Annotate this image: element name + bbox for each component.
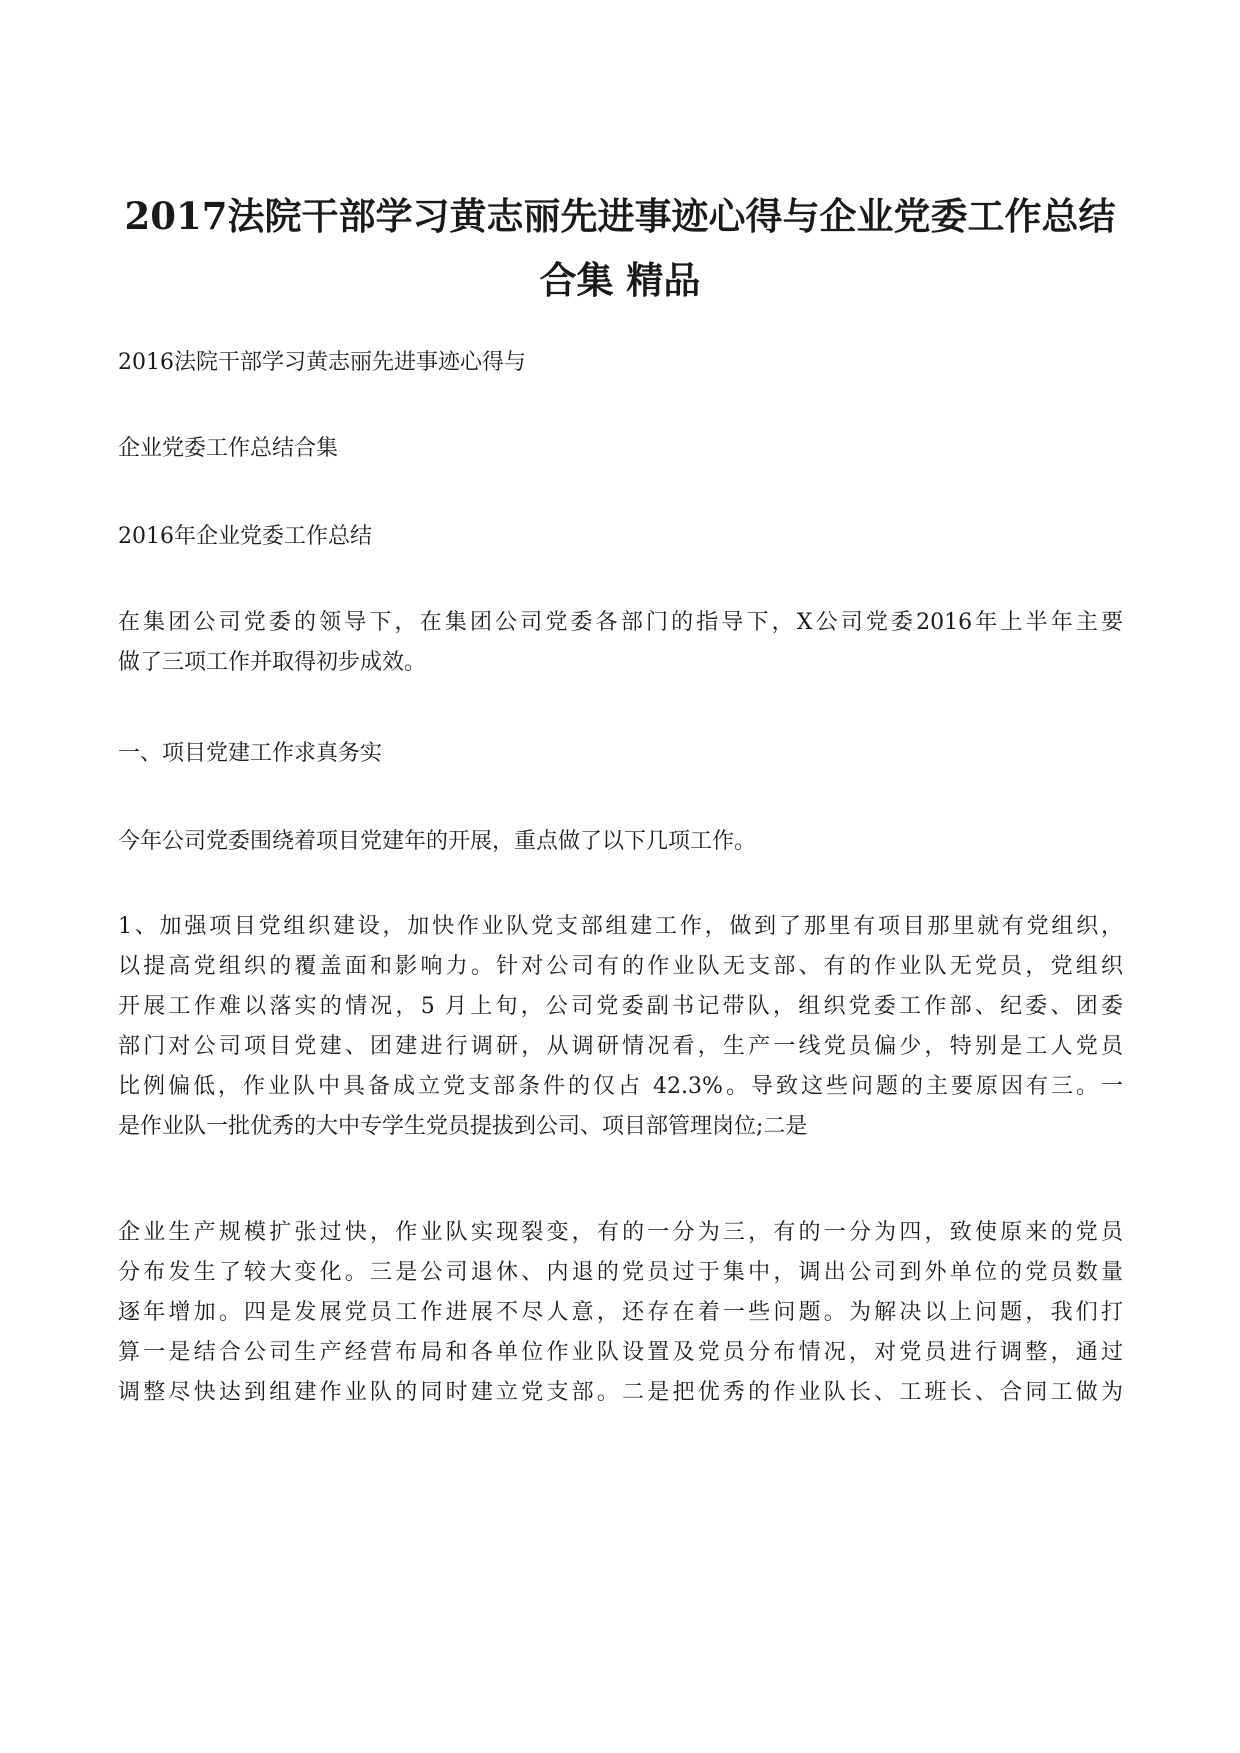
text-line: 比例偏低，作业队中具备成立党支部条件的仅占 42.3%。导致这些问题的主要原因有三。一: [118, 1074, 1123, 1099]
text-line: 逐年增加。四是发展党员工作进展不尽人意，还存在着一些问题。为解决以上问题，我们打: [118, 1300, 1123, 1325]
text-line: 分布发生了较大变化。三是公司退休、内退的党员过于集中，调出公司到外单位的党员数量: [118, 1260, 1123, 1285]
document-title-line-2: 合集 精品: [539, 258, 701, 302]
text-line: 企业党委工作总结合集: [118, 436, 339, 461]
text-line: 以提高党组织的覆盖面和影响力。针对公司有的作业队无支部、有的作业队无党员，党组织: [118, 954, 1123, 979]
paragraph-continuation: [118, 1213, 1123, 1413]
paragraph-section-heading: [118, 517, 1123, 557]
text-line: 企业生产规模扩张过快，作业队实现裂变，有的一分为三，有的一分为四，致使原来的党员: [118, 1220, 1123, 1245]
text-line: 2016法院干部学习黄志丽先进事迹心得与: [118, 350, 526, 375]
paragraph-subtitle-2: [118, 429, 1123, 469]
text-line: 部门对公司项目党建、团建进行调研，从调研情况看，生产一线党员偏少，特别是工人党员: [118, 1034, 1123, 1059]
text-line: 调整尽快达到组建作业队的同时建立党支部。二是把优秀的作业队长、工班长、合同工做为: [118, 1380, 1123, 1405]
paragraph-heading-one: [118, 734, 1123, 774]
paragraph-intro: [118, 603, 1123, 683]
text-line: 在集团公司党委的领导下，在集团公司党委各部门的指导下，X公司党委2016年上半年主要: [118, 610, 1123, 635]
text-line: 开展工作难以落实的情况，5 月上旬，公司党委副书记带队，组织党委工作部、纪委、团委: [118, 994, 1123, 1019]
text-line: 1、加强项目党组织建设，加快作业队党支部组建工作，做到了那里有项目那里就有党组织，: [118, 914, 1123, 939]
text-line: 是作业队一批优秀的大中专学生党员提拔到公司、项目部管理岗位;二是: [118, 1114, 808, 1139]
text-line: 2016年企业党委工作总结: [118, 524, 372, 549]
paragraph-focus: [118, 822, 1123, 862]
paragraph-item-1: [118, 907, 1123, 1147]
text-line: 算一是结合公司生产经营布局和各单位作业队设置及党员分布情况，对党员进行调整，通过: [118, 1340, 1123, 1365]
document-title-line-1: 2017法院干部学习黄志丽先进事迹心得与企业党委工作总结: [124, 194, 1116, 238]
paragraph-subtitle-1: [118, 343, 1123, 383]
text-line: 一、项目党建工作求真务实: [118, 741, 383, 766]
text-line: 做了三项工作并取得初步成效。: [118, 650, 427, 675]
text-line: 今年公司党委围绕着项目党建年的开展，重点做了以下几项工作。: [118, 829, 757, 854]
